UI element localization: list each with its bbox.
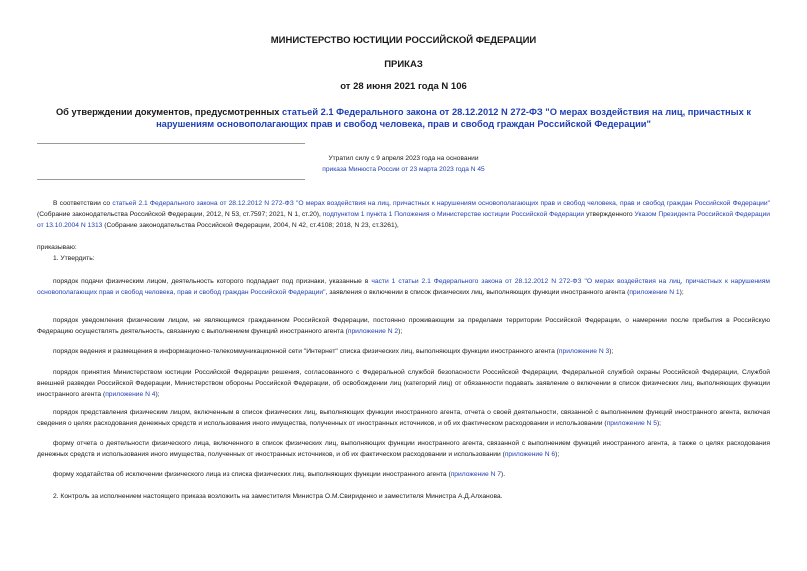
app7-text-1: форму ходатайства об исключении физического лица из списка физических лиц, выполняющих функции иностранного агента ( [53, 471, 451, 478]
paragraph-appendix-1 [37, 276, 770, 298]
app4-text-2: ); [155, 391, 160, 399]
status-note-text: Утратил силу с 9 апреля 2023 года на основании [328, 155, 479, 162]
app4-text-1: порядок принятия Министерством юстиции Российской Федерации решения, согласованного с Федеральной службой безопасности Российской Федерации, Федеральной службой охраны Российской Федерации, Службой внешней разведки Российской Федерации, Министерством обороны Российской Федерации, об освобождении лиц (категорий лиц) от обязанности подавать заявление о включении в список физических лиц, выполняющих функции иностранного агента ( [37, 369, 770, 399]
document-type: ПРИКАЗ [384, 59, 423, 70]
app3-text-1: порядок ведения и размещения в информационно-телекоммуникационной сети "Интернет" списка физических лиц, выполняющих функции иностранного агента ( [53, 348, 559, 355]
paragraph-appendix-4 [37, 367, 770, 401]
preamble-paragraph [37, 198, 770, 232]
preamble-text-3: утвержденного [584, 211, 635, 219]
paragraph-appendix-3 [37, 346, 770, 357]
order-date-number: от 28 июня 2021 года N 106 [340, 81, 467, 92]
app1-text-1: порядок подачи физическим лицом, деятельность которого подпадает под признаки, указанные в [53, 278, 372, 285]
app7-text-2: ). [501, 471, 506, 478]
app6-text-2: ); [555, 451, 560, 459]
paragraph-appendix-2 [37, 315, 770, 337]
order-word: приказываю: [37, 244, 77, 251]
appendix-3-link[interactable]: приложение N 3 [558, 348, 610, 355]
appendix-7-link[interactable]: приложение N 7 [450, 471, 501, 478]
status-note [0, 153, 807, 175]
title-prefix: Об утверждении документов, предусмотренных [55, 107, 283, 117]
document-title [30, 106, 777, 130]
app5-text-2: ); [656, 420, 662, 428]
item-2-paragraph: 2. Контроль за исполнением настоящего приказа возложить на заместителя Министра О.М.Свириденко и заместителя Министра А.Д.Алханова. [53, 493, 503, 500]
app2-text-2: ); [398, 328, 403, 336]
divider-bottom [37, 179, 305, 180]
preamble-text-2: (Собрание законодательства Российской Федерации, 2012, N 53, ст.7597; 2021, N 1, ст.20), [37, 211, 323, 219]
appendix-2-link[interactable]: приложение N 2 [347, 328, 399, 336]
appendix-5-link[interactable]: приложение N 5 [606, 420, 657, 428]
appendix-4-link[interactable]: приложение N 4 [105, 391, 156, 399]
app1-text-2: , заявления о включении в список физических лиц, выполняющих функции иностранного агента ( [325, 289, 630, 297]
appendix-6-link[interactable]: приложение N 6 [504, 451, 556, 459]
preamble-law-link[interactable]: статьей 2.1 Федерального закона от 28.12.2012 N 272-ФЗ "О мерах воздействия на лиц, причастных к нарушениям основополагающих прав и свобод человека, прав и свобод граждан Российской Федерации" [112, 200, 770, 207]
preamble-text-1: В соответствии со [53, 200, 113, 207]
preamble-text-4: (Собрание законодательства Российской Федерации, 2004, N 42, ст.4108; 2018, N 23, ст.3261), [102, 222, 399, 230]
app5-text-1: порядок представления физическим лицом, включенным в список физических лиц, выполняющих функции иностранного агента, отчета о своей деятельности, связанной с выполнением функций иностранного агента, включая сведения о целях расходования денежных средств и использования иного имущества, полученных от иностранных источников, и об их фактическом расходовании и использовании ( [37, 409, 770, 428]
paragraph-appendix-6 [37, 438, 770, 460]
app2-text-1: порядок уведомления физическим лицом, не являющимся гражданином Российской Федерации, постоянно проживающим за пределами территории Российской Федерации, о намерении после прибытия в Российскую Федерацию осуществлять деятельность, связанную с выполнением функций иностранного агента ( [37, 317, 770, 336]
app1-text-3: ); [679, 289, 684, 297]
title-law-link[interactable]: статьей 2.1 Федерального закона от 28.12.2012 N 272-ФЗ "О мерах воздействия на лиц, причастных к нарушениям основополагающих прав и свобод человека, прав и свобод граждан Российской Федерации" [156, 107, 752, 129]
item-1-heading: 1. Утвердить: [53, 255, 95, 262]
decree-link[interactable]: Указом Президента Российской Федерации от 13.10.2004 N 1313 [37, 211, 770, 230]
app3-text-2: ); [609, 348, 614, 355]
paragraph-appendix-5 [37, 407, 770, 429]
ministry-heading: МИНИСТЕРСТВО ЮСТИЦИИ РОССИЙСКОЙ ФЕДЕРАЦИИ [270, 35, 537, 46]
app6-text-1: форму отчета о деятельности физического лица, включенного в список физических лиц, выполняющих функции иностранного агента, связанной с выполнением функций иностранного агента, а также о целях расходования денежных средств и использования иного имущества, полученных от иностранных источников, и об их фактическом расходовании и использовании ( [37, 440, 770, 459]
repeal-order-link[interactable]: приказа Минюста России от 23 марта 2023 года N 45 [322, 166, 485, 173]
law-part1-link[interactable]: части 1 статьи 2.1 Федерального закона от 28.12.2012 N 272-ФЗ "О мерах воздействия на лиц, причастных к нарушениям основополагающих прав и свобод человека, прав и свобод граждан Российской Федерации" [37, 278, 770, 297]
regulation-link[interactable]: подпунктом 1 пункта 1 Положения о Министерстве юстиции Российской Федерации [322, 211, 585, 219]
divider-top [37, 143, 305, 144]
paragraph-appendix-7 [37, 469, 770, 480]
appendix-1-link[interactable]: приложение N 1 [629, 289, 680, 297]
